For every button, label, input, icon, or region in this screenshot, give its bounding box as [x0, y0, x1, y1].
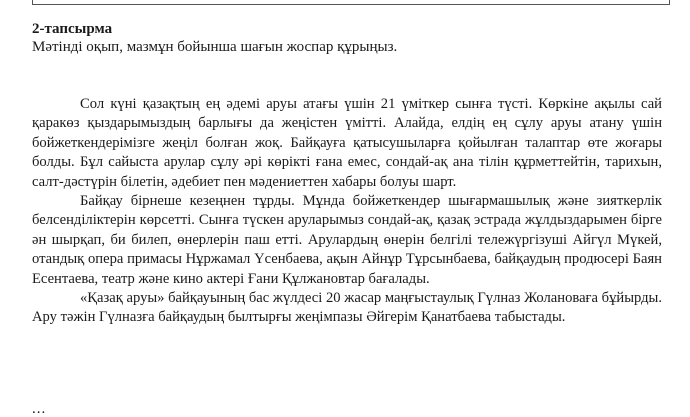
- task-heading: 2-тапсырма: [32, 21, 113, 37]
- task-instruction: Мәтінді оқып, мазмұн бойынша шағын жоспар құрыңыз.: [32, 39, 398, 55]
- paragraph-3: «Қазақ аруы» байқауының бас жүлдесі 20 жасар маңғыстаулық Гүлназ Жолановаға бұйырды. Ару тәжін Гүлназға байқаудың былтырғы жеңімпазы Әйгерім Қанатбаева табыстады.: [32, 290, 662, 326]
- previous-task-box-edge: [32, 0, 670, 5]
- paragraph-2: Байқау бірнеше кезеңнен тұрды. Мұнда бойжеткендер шығармашылық және зияткерлік белсенділіктерін көрсетті. Сынға түскен аруларымыз сондай-ақ, қазақ эстрада жұлдыздарымен бірге ән шырқап, би билеп, өнерлерін паш етті. Арулардың өнерін белгілі тележүргізуші Айгүл Мүкей, отандық опера примасы Нұржамал Үсенбаева, ақын Айнұр Тұрсынбаева, байқаудың продюсері Баян Есентаева, театр және кино актері Ғани Құлжановтар бағалады.: [32, 193, 662, 287]
- continuation-ellipsis: ...: [32, 401, 47, 417]
- paragraph-1: Сол күні қазақтың ең әдемі аруы атағы үшін 21 үміткер сынға түсті. Көркіне ақылы сай қаракөз қыздарымыздың барлығы да жеңістен үмітті. Алайда, елдің ең сұлу аруы атану үшін бойжеткендерімізге жеңіл болған жоқ. Байқауға қатысушыларға қойылған талаптар өте жоғары болды. Бұл сайыста арулар сұлу әрі көрікті ғана емес, сондай-ақ ана тілін құрметтейтін, тарихын, салт-дәстүрін білетін, әдебиет пен мәдениеттен хабары болуы шарт.: [32, 96, 662, 190]
- reading-text: [32, 95, 662, 328]
